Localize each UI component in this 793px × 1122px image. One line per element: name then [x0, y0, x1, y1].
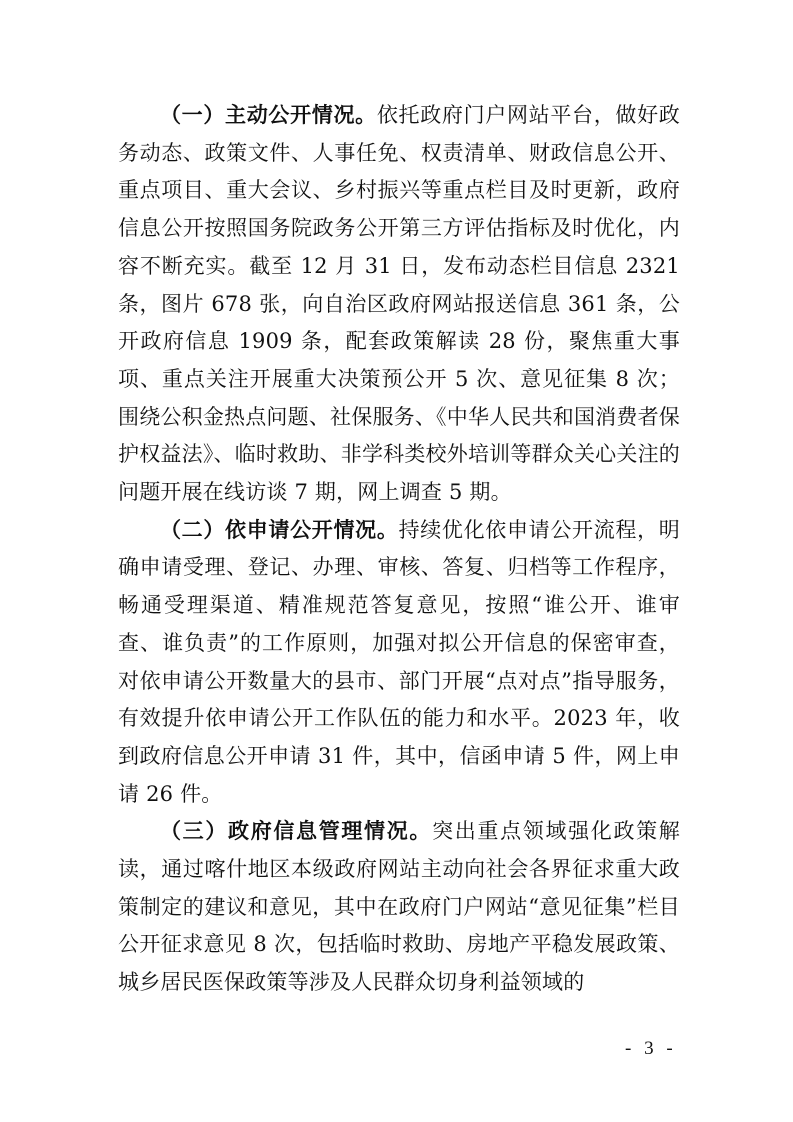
heading-application-disclosure: （二）依申请公开情况。	[160, 517, 399, 542]
text-proactive-disclosure: 依托政府门户网站平台，做好政务动态、政策文件、人事任免、权责清单、财政信息公开、重点项目、重大会议、乡村振兴等重点栏目及时更新，政府信息公开按照国务院政务公开第三方评估指标及时优化，内容不断充实。截至 12 月 31 日，发布动态栏目信息 2321 条，图片 678 张，向自治区政府网站报送信息 361 条，公开政府信息 1909 条，配套政策解读 28 份，聚焦重大事项、重点关注开展重大决策预公开 5 次、意见征集 8 次；围绕公积金热点问题、社保服务、《中华人民共和国消费者保护权益法》、临时救助、非学科类校外培训等群众关心关注的问题开展在线访谈 7 期，网上调查 5 期。	[118, 103, 680, 505]
text-information-management: 突出重点领域强化政策解读，通过喀什地区本级政府网站主动向社会各界征求重大政策制定的建议和意见，其中在政府门户网站“意见征集”栏目公开征求意见 8 次，包括临时救助、房地产平稳发展政策、城乡居民医保政策等涉及人民群众切身利益领域的	[118, 819, 681, 995]
heading-information-management: （三）政府信息管理情况。	[160, 819, 433, 844]
body-text	[118, 97, 680, 1002]
text-application-disclosure: 持续优化依申请公开流程，明确申请受理、登记、办理、审核、答复、归档等工作程序，畅通受理渠道、精准规范答复意见，按照“谁公开、谁审查、谁负责”的工作原则，加强对拟公开信息的保密审查，对依申请公开数量大的县市、部门开展“点对点”指导服务，有效提升依申请公开工作队伍的能力和水平。2023 年，收到政府信息公开申请 31 件，其中，信函申请 5 件，网上申请 26 件。	[118, 517, 680, 806]
paragraph-application-disclosure	[118, 512, 680, 814]
paragraph-information-management	[118, 813, 680, 1002]
heading-proactive-disclosure: （一）主动公开情况。	[160, 103, 377, 127]
paragraph-proactive-disclosure	[118, 97, 680, 512]
page-number: - 3 -	[625, 1038, 677, 1059]
